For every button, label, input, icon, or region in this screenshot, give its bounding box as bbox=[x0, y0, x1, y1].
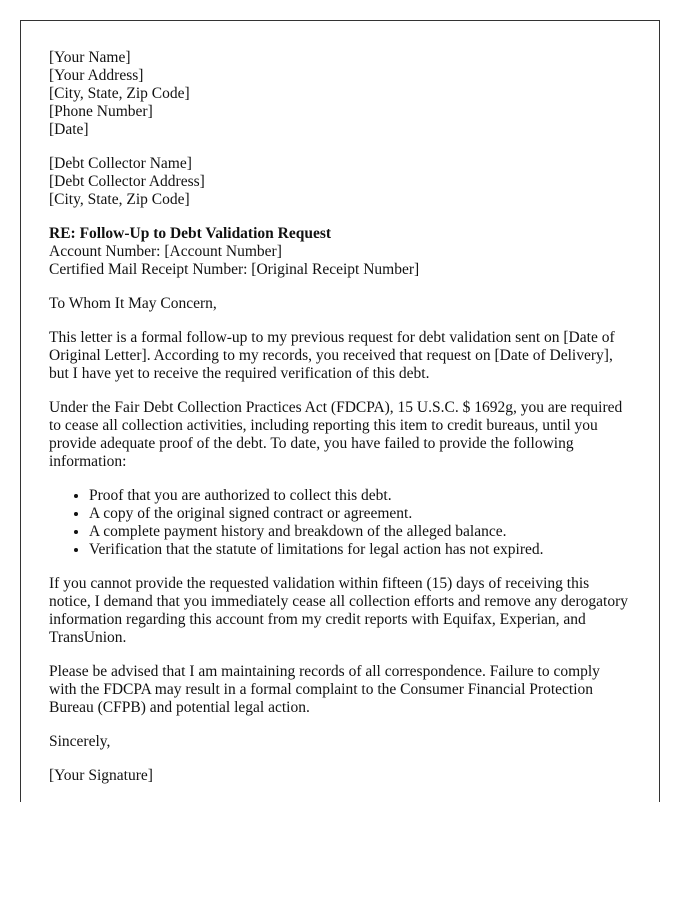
sender-phone: [Phone Number] bbox=[49, 103, 153, 120]
account-number: Account Number: [Account Number] bbox=[49, 243, 282, 260]
sender-city-state-zip: [City, State, Zip Code] bbox=[49, 85, 190, 102]
subject-line: RE: Follow-Up to Debt Validation Request bbox=[49, 225, 332, 242]
list-item: • A complete payment history and breakdown of the alleged balance. bbox=[89, 523, 631, 541]
letter-date: [Date] bbox=[49, 121, 89, 138]
sender-name: [Your Name] bbox=[49, 49, 131, 66]
letter-page bbox=[20, 20, 660, 802]
sender-address: [Your Address] bbox=[49, 67, 144, 84]
closing: Sincerely, bbox=[49, 733, 111, 750]
list-item: • Proof that you are authorized to collect this debt. bbox=[89, 487, 631, 505]
recipient-address: [Debt Collector Address] bbox=[49, 173, 205, 190]
required-items-list bbox=[49, 487, 631, 559]
sender-address-block bbox=[49, 49, 631, 139]
recipient-city-state-zip: [City, State, Zip Code] bbox=[49, 191, 190, 208]
paragraph-demand: If you cannot provide the requested validation within fifteen (15) days of receiving this notice, I demand that you immediately cease all collection efforts and remove any derogatory information regarding this account from my credit reports with Equifax, Experian, and TransUnion. bbox=[49, 575, 629, 646]
salutation: To Whom It May Concern, bbox=[49, 295, 217, 312]
signature: [Your Signature] bbox=[49, 767, 153, 784]
recipient-address-block bbox=[49, 155, 631, 209]
paragraph-records: Please be advised that I am maintaining records of all correspondence. Failure to comply with the FDCPA may result in a formal complaint to the Consumer Financial Protection Bureau (CFPB) and potential legal action. bbox=[49, 663, 600, 716]
paragraph-fdcpa: Under the Fair Debt Collection Practices Act (FDCPA), 15 U.S.C. $ 1692g, you are required to cease all collection activities, including reporting this item to credit bureaus, until you provide adequate proof of the debt. To date, you have failed to provide the following information: bbox=[49, 399, 623, 470]
recipient-name: [Debt Collector Name] bbox=[49, 155, 192, 172]
reference-block bbox=[49, 225, 631, 279]
receipt-number: Certified Mail Receipt Number: [Original Receipt Number] bbox=[49, 261, 420, 278]
list-item: • A copy of the original signed contract or agreement. bbox=[89, 505, 631, 523]
list-item: • Verification that the statute of limitations for legal action has not expired. bbox=[89, 541, 631, 559]
paragraph-follow-up: This letter is a formal follow-up to my previous request for debt validation sent on [Date of Original Letter]. According to my records, you received that request on [Date of Delivery], but I have yet to receive the required verification of this debt. bbox=[49, 329, 615, 382]
